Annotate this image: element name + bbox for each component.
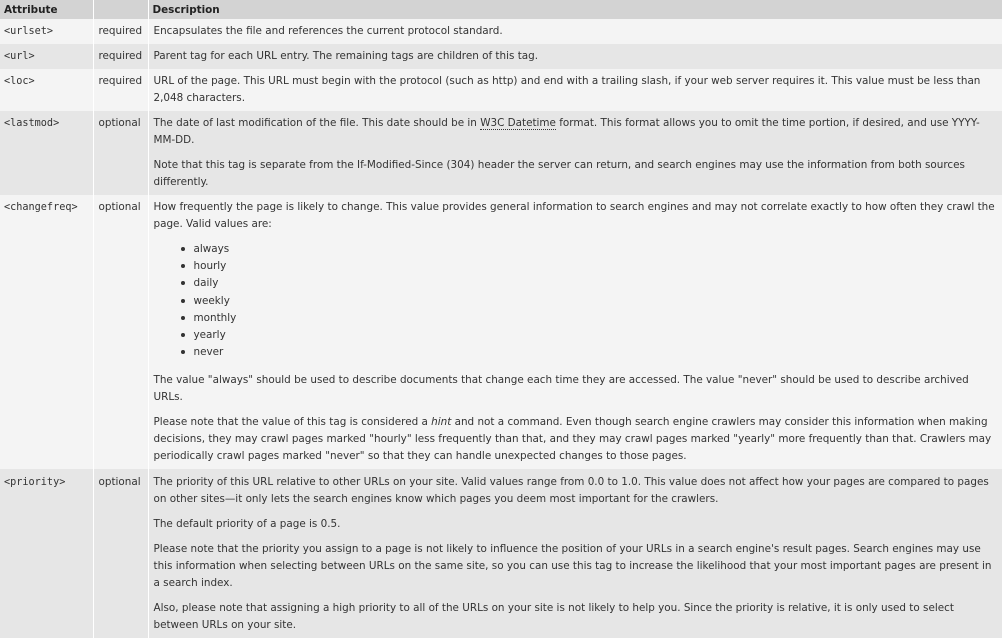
description bbox=[148, 195, 1002, 469]
description-text: The priority of this URL relative to other URLs on your site. Valid values range from 0.0 to 1.0. This value does not affect how your pages are compared to pages on other sites—it only lets the search engines know which pages you deem most important for the crawlers. bbox=[153, 476, 989, 506]
requirement: required bbox=[93, 69, 148, 111]
table-row-changefreq bbox=[0, 195, 1002, 469]
description bbox=[148, 69, 1002, 111]
table-row-lastmod bbox=[0, 111, 1002, 195]
w3c-datetime-link[interactable]: W3C Datetime bbox=[480, 117, 556, 129]
attribute-name: <loc> bbox=[0, 69, 93, 111]
attribute-name: <lastmod> bbox=[0, 111, 93, 195]
header-description: Description bbox=[148, 0, 1002, 19]
requirement: optional bbox=[93, 469, 148, 638]
description-text: Encapsulates the file and references the current protocol standard. bbox=[153, 25, 503, 37]
list-item: weekly bbox=[194, 293, 998, 310]
description bbox=[148, 111, 1002, 195]
table-header-row bbox=[0, 0, 1002, 19]
header-attribute: Attribute bbox=[0, 0, 93, 19]
list-item: never bbox=[194, 344, 998, 361]
description bbox=[148, 469, 1002, 638]
description bbox=[148, 19, 1002, 44]
description-text: The date of last modification of the file. This date should be in W3C Datetime format. This format allows you to omit the time portion, if desired, and use YYYY-MM-DD. bbox=[153, 117, 980, 146]
attribute-name: <priority> bbox=[0, 469, 93, 638]
requirement: optional bbox=[93, 111, 148, 195]
list-item: hourly bbox=[194, 258, 998, 275]
attribute-name: <url> bbox=[0, 44, 93, 69]
list-item: yearly bbox=[194, 327, 998, 344]
list-item: always bbox=[194, 241, 998, 258]
table-row-loc bbox=[0, 69, 1002, 111]
table-row-urlset bbox=[0, 19, 1002, 44]
list-item: monthly bbox=[194, 310, 998, 327]
requirement: optional bbox=[93, 195, 148, 469]
requirement: required bbox=[93, 19, 148, 44]
description-text: How frequently the page is likely to change. This value provides general information to search engines and may not correlate exactly to how often they crawl the page. Valid values are: bbox=[153, 201, 995, 230]
header-required bbox=[93, 0, 148, 19]
description bbox=[148, 44, 1002, 69]
description-note: Please note that the priority you assign to a page is not likely to influence the position of your URLs in a search engine's result pages. Search engines may use this information when selecting between URLs on the same site, so you can use this tag to increase the likelihood that your most important pages are present in a search index. bbox=[153, 543, 992, 590]
description-text: Parent tag for each URL entry. The remaining tags are children of this tag. bbox=[153, 50, 539, 62]
requirement: required bbox=[93, 44, 148, 69]
description-note: The default priority of a page is 0.5. bbox=[153, 518, 341, 531]
valid-values-list bbox=[154, 241, 998, 361]
table-row-url bbox=[0, 44, 1002, 69]
table-row-priority bbox=[0, 469, 1002, 638]
description-note: Also, please note that assigning a high priority to all of the URLs on your site is not likely to help you. Since the priority is relative, it is only used to select between URLs on your site. bbox=[153, 602, 954, 632]
attribute-name: <urlset> bbox=[0, 19, 93, 44]
attribute-name: <changefreq> bbox=[0, 195, 93, 469]
description-note: Please note that the value of this tag is considered a hint and not a command. Even though search engine crawlers may consider this information when making decisions, they may crawl pages marked "hourly" less frequently than that, and they may crawl pages marked "yearly" more frequently than that. Crawlers may periodically crawl pages marked "never" so that they can handle unexpected changes to those pages. bbox=[153, 416, 992, 463]
description-note: The value "always" should be used to describe documents that change each time they are accessed. The value "never" should be used to describe archived URLs. bbox=[153, 374, 969, 404]
description-note: Note that this tag is separate from the If-Modified-Since (304) header the server can return, and search engines may use the information from both sources differently. bbox=[153, 159, 965, 188]
list-item: daily bbox=[194, 275, 998, 292]
description-text: URL of the page. This URL must begin with the protocol (such as http) and end with a trailing slash, if your web server requires it. This value must be less than 2,048 characters. bbox=[153, 75, 981, 104]
